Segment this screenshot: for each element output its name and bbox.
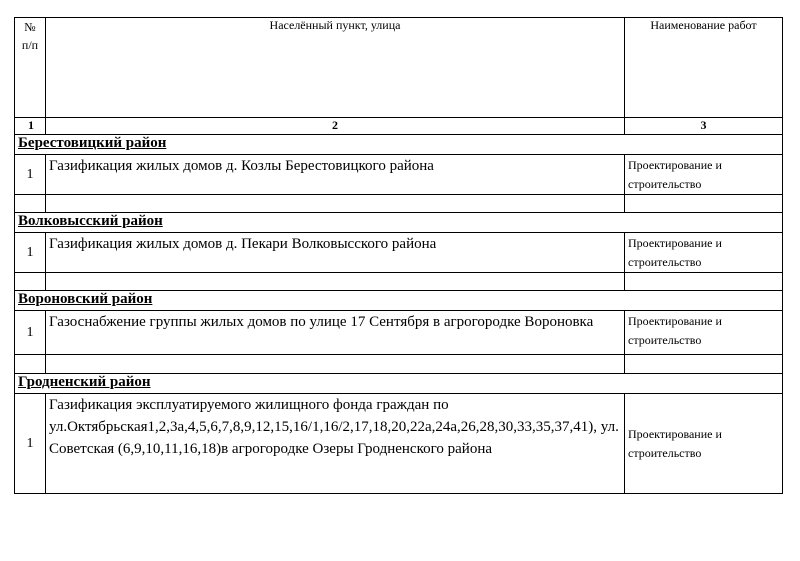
empty-cell [625,355,783,374]
work-type-text: Проектирование и строительство [625,233,783,273]
section-header-row [15,374,783,394]
works-table [14,17,783,494]
header-work-type: Наименование работ [625,18,783,118]
section-header-row [15,291,783,311]
row-number: 1 [15,311,46,355]
empty-cell [15,355,46,374]
header-number: № п/п [15,18,46,118]
row-number: 1 [15,155,46,195]
row-number: 1 [15,394,46,494]
table-row [15,155,783,195]
section-title: Волковысский район [15,213,783,233]
empty-row [15,273,783,291]
row-number: 1 [15,233,46,273]
empty-row [15,355,783,374]
locality-text: Газификация жилых домов д. Пекари Волковысского района [46,233,625,273]
column-number: 2 [46,118,625,135]
empty-cell [46,195,625,213]
section-title: Вороновский район [15,291,783,311]
empty-row [15,195,783,213]
empty-cell [625,195,783,213]
empty-cell [46,273,625,291]
table-row [15,311,783,355]
locality-text: Газоснабжение группы жилых домов по улице 17 Сентября в агрогородке Вороновка [46,311,625,355]
column-numbers-row [15,118,783,135]
empty-cell [15,273,46,291]
empty-cell [625,273,783,291]
locality-text: Газификация жилых домов д. Козлы Берестовицкого района [46,155,625,195]
column-number: 3 [625,118,783,135]
table-row [15,394,783,494]
empty-cell [46,355,625,374]
work-type-text: Проектирование и строительство [625,311,783,355]
section-header-row [15,135,783,155]
empty-cell [15,195,46,213]
section-title: Гродненский район [15,374,783,394]
table-header-row [15,18,783,118]
work-type-text: Проектирование и строительство [625,394,783,494]
section-title: Берестовицкий район [15,135,783,155]
header-locality: Населённый пункт, улица [46,18,625,118]
work-type-text: Проектирование и строительство [625,155,783,195]
table-row [15,233,783,273]
locality-text: Газификация эксплуатируемого жилищного фонда граждан по ул.Октябрьская1,2,3а,4,5,6,7,8,9,12,15,16/1,16/2,17,18,20,22а,24а,26,28,30,33,35,37,41), ул. Советская (6,9,10,11,16,18)в агрогородке Озеры Гродненского района [46,394,625,494]
section-header-row [15,213,783,233]
column-number: 1 [15,118,46,135]
